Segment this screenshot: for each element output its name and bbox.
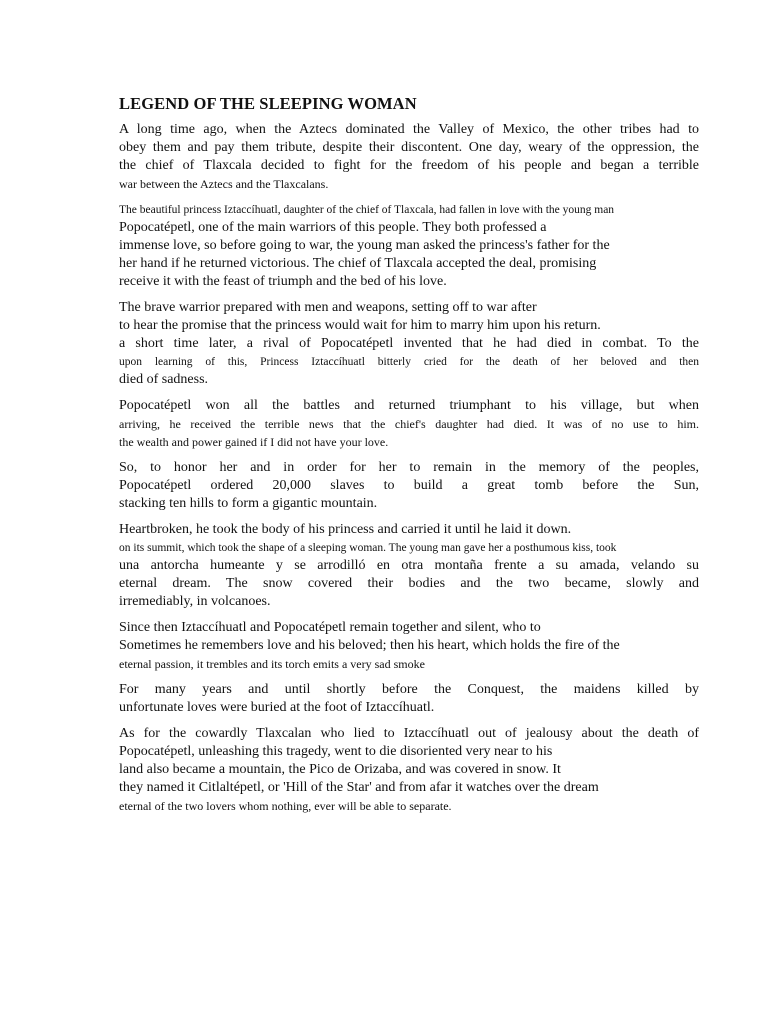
text-line: As for the cowardly Tlaxcalan who lied to Iztaccíhuatl out of jealousy about the death of bbox=[119, 726, 699, 741]
text-line: Popocatépetl won all the battles and returned triumphant to his village, but when bbox=[119, 398, 699, 413]
text-line: eternal of the two lovers whom nothing, ever will be able to separate. bbox=[119, 799, 452, 813]
text-line: the chief of Tlaxcala decided to fight for the freedom of his people and began a terrible bbox=[119, 158, 699, 173]
text-line: to hear the promise that the princess would wait for him to marry him upon his return. bbox=[119, 318, 601, 333]
text-line: The beautiful princess Iztaccíhuatl, daughter of the chief of Tlaxcala, had fallen in love with the young man bbox=[119, 204, 615, 216]
paragraph-4 bbox=[119, 397, 699, 451]
text-line: on its summit, which took the shape of a sleeping woman. The young man gave her a posthumous kiss, took bbox=[119, 542, 617, 554]
document-body bbox=[119, 94, 699, 823]
paragraph-1 bbox=[119, 121, 699, 193]
paragraph-6 bbox=[119, 521, 699, 611]
text-line: her hand if he returned victorious. The chief of Tlaxcala accepted the deal, promising bbox=[119, 256, 597, 271]
text-line: immense love, so before going to war, the young man asked the princess's father for the bbox=[119, 238, 610, 253]
text-line: Sometimes he remembers love and his beloved; then his heart, which holds the fire of the bbox=[119, 638, 620, 653]
text-line: So, to honor her and in order for her to remain in the memory of the peoples, bbox=[119, 460, 699, 475]
text-line: upon learning of this, Princess Iztaccíhuatl bitterly cried for the death of her beloved and then bbox=[119, 356, 699, 368]
text-line: Popocatépetl ordered 20,000 slaves to build a great tomb before the Sun, bbox=[119, 478, 699, 493]
paragraph-9 bbox=[119, 725, 699, 815]
text-line: Heartbroken, he took the body of his princess and carried it until he laid it down. bbox=[119, 522, 572, 537]
text-line: The brave warrior prepared with men and weapons, setting off to war after bbox=[119, 300, 537, 315]
text-line: they named it Citlaltépetl, or 'Hill of the Star' and from afar it watches over the dream bbox=[119, 780, 599, 795]
text-line: Popocatépetl, one of the main warriors of this people. They both professed a bbox=[119, 220, 547, 235]
text-line: stacking ten hills to form a gigantic mountain. bbox=[119, 496, 378, 511]
text-line: a short time later, a rival of Popocatépetl invented that he had died in combat. To the bbox=[119, 336, 699, 351]
text-line: Popocatépetl, unleashing this tragedy, went to die disoriented very near to his bbox=[119, 744, 553, 759]
text-line: eternal dream. The snow covered their bodies and the two became, slowly and bbox=[119, 576, 699, 591]
paragraph-8 bbox=[119, 681, 699, 717]
text-line: died of sadness. bbox=[119, 372, 209, 387]
text-line: eternal passion, it trembles and its torch emits a very sad smoke bbox=[119, 657, 425, 671]
text-line: land also became a mountain, the Pico de Orizaba, and was covered in snow. It bbox=[119, 762, 561, 777]
text-line: irremediably, in volcanoes. bbox=[119, 594, 271, 609]
text-line: Since then Iztaccíhuatl and Popocatépetl remain together and silent, who to bbox=[119, 620, 541, 635]
text-line: war between the Aztecs and the Tlaxcalans. bbox=[119, 177, 329, 191]
text-line: receive it with the feast of triumph and the bed of his love. bbox=[119, 274, 447, 289]
text-line: una antorcha humeante y se arrodilló en otra montaña frente a su amada, velando su bbox=[119, 558, 699, 573]
text-line: For many years and until shortly before the Conquest, the maidens killed by bbox=[119, 682, 699, 697]
text-line: A long time ago, when the Aztecs dominated the Valley of Mexico, the other tribes had to bbox=[119, 122, 699, 137]
paragraph-3 bbox=[119, 299, 699, 389]
paragraph-7 bbox=[119, 619, 699, 673]
text-line: arriving, he received the terrible news that the chief's daughter had died. It was of no use to him. bbox=[119, 417, 699, 431]
text-line: unfortunate loves were buried at the foot of Iztaccíhuatl. bbox=[119, 700, 435, 715]
document-title: LEGEND OF THE SLEEPING WOMAN bbox=[119, 94, 417, 113]
paragraph-2 bbox=[119, 201, 699, 291]
paragraph-5 bbox=[119, 459, 699, 513]
text-line: the wealth and power gained if I did not have your love. bbox=[119, 435, 389, 449]
text-line: obey them and pay them tribute, despite their discontent. One day, weary of the oppression, the bbox=[119, 140, 699, 155]
